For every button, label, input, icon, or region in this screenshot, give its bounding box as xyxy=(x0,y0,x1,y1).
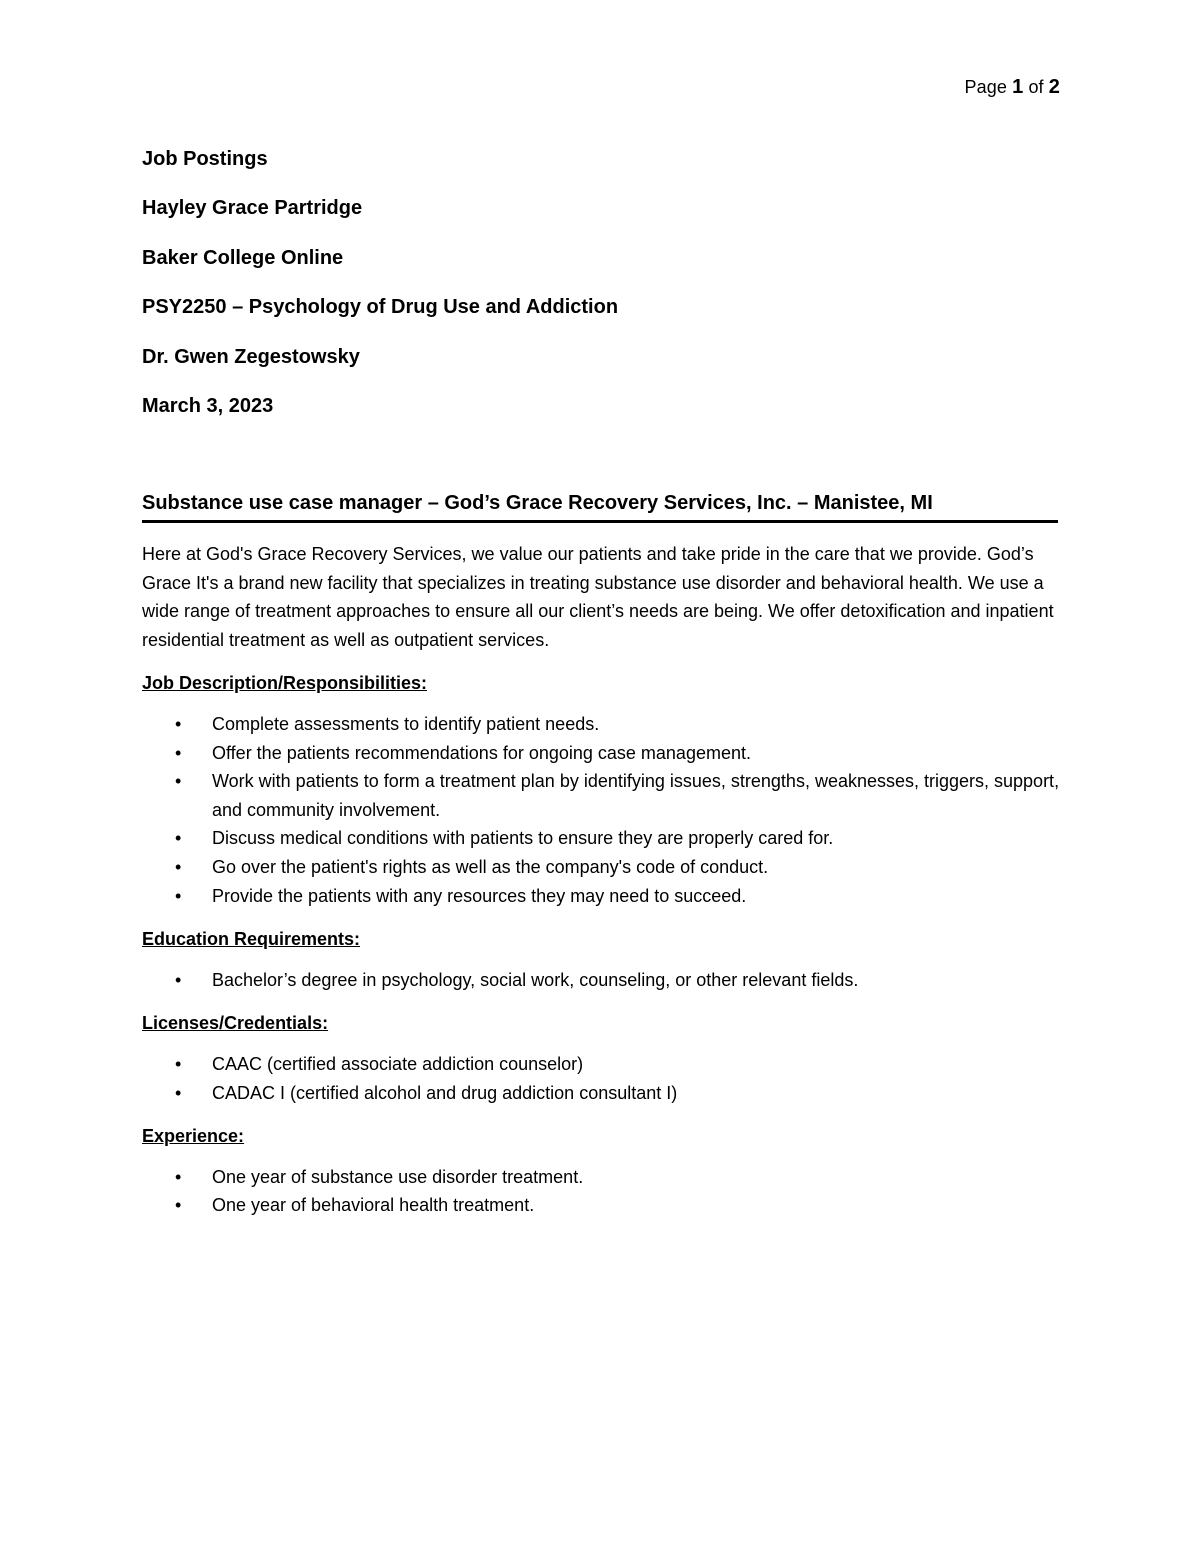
bullet-icon: • xyxy=(175,1053,182,1074)
bullet-icon: • xyxy=(175,1166,182,1187)
institution-name: Baker College Online xyxy=(142,246,344,269)
section-heading-licenses: Licenses/Credentials: xyxy=(142,1013,329,1034)
job-posting-title: Substance use case manager – God’s Grace Recovery Services, Inc. – Manistee, MI xyxy=(142,488,1058,523)
list-item-text: Bachelor’s degree in psychology, social work, counseling, or other relevant fields. xyxy=(212,969,859,990)
list-item-text: Complete assessments to identify patient needs. xyxy=(212,713,600,734)
list-item-text: One year of behavioral health treatment. xyxy=(212,1195,535,1216)
bullet-icon: • xyxy=(175,1082,182,1103)
list-item-text: CADAC I (certified alcohol and drug addiction consultant I) xyxy=(212,1082,678,1103)
bullet-icon: • xyxy=(175,1195,182,1216)
list-item-text: Provide the patients with any resources they may need to succeed. xyxy=(212,885,747,906)
list-item xyxy=(142,710,1062,739)
list-item xyxy=(142,853,1062,882)
list-item xyxy=(142,1050,1062,1079)
list-item-text: CAAC (certified associate addiction counselor) xyxy=(212,1053,584,1074)
bullet-icon: • xyxy=(175,856,182,877)
list-item xyxy=(142,882,1062,911)
title-block xyxy=(142,142,1062,438)
page-number-separator: of xyxy=(1028,77,1044,97)
instructor-name: Dr. Gwen Zegestowsky xyxy=(142,345,360,368)
list-item xyxy=(142,1163,1062,1192)
list-item-text: Offer the patients recommendations for ongoing case management. xyxy=(212,742,751,763)
list-item xyxy=(142,767,1062,824)
bullet-icon: • xyxy=(175,828,182,849)
page-number-total: 2 xyxy=(1048,76,1060,98)
bullet-icon: • xyxy=(175,771,182,792)
list-item-text: One year of substance use disorder treatment. xyxy=(212,1166,584,1187)
author-name: Hayley Grace Partridge xyxy=(142,197,363,220)
section-heading-education: Education Requirements: xyxy=(142,929,361,950)
job-posting-intro: Here at God's Grace Recovery Services, we value our patients and take pride in the care that we provide. God’s Grace It's a brand new facility that specializes in treating substance use disorder and behavioral health. We use a wide range of treatment approaches to ensure all our client’s needs are being. We offer detoxification and inpatient residential treatment as well as outpatient services. xyxy=(142,544,1054,650)
list-item-text: Discuss medical conditions with patients to ensure they are properly cared for. xyxy=(212,828,834,849)
list-item-text: Go over the patient's rights as well as the company's code of conduct. xyxy=(212,856,769,877)
document-title: Job Postings xyxy=(142,148,268,170)
bullet-icon: • xyxy=(175,885,182,906)
page-number-current: 1 xyxy=(1012,76,1024,98)
job-posting-body xyxy=(142,540,1062,1220)
education-list xyxy=(142,966,1062,995)
bullet-icon: • xyxy=(175,969,182,990)
responsibilities-list xyxy=(142,710,1062,910)
list-item xyxy=(142,824,1062,853)
page-number-prefix: Page xyxy=(964,77,1007,97)
licenses-list xyxy=(142,1050,1062,1107)
section-heading-experience: Experience: xyxy=(142,1126,245,1147)
bullet-icon: • xyxy=(175,713,182,734)
page-number xyxy=(965,76,1060,99)
experience-list xyxy=(142,1163,1062,1220)
list-item xyxy=(142,739,1062,768)
list-item xyxy=(142,1191,1062,1220)
list-item xyxy=(142,966,1062,995)
list-item-text: Work with patients to form a treatment plan by identifying issues, strengths, weaknesses, triggers, support, and community involvement. xyxy=(212,771,1060,820)
document-date: March 3, 2023 xyxy=(142,394,274,417)
bullet-icon: • xyxy=(175,742,182,763)
course-name: PSY2250 – Psychology of Drug Use and Addiction xyxy=(142,296,619,319)
list-item xyxy=(142,1079,1062,1108)
section-heading-responsibilities: Job Description/Responsibilities: xyxy=(142,673,428,694)
